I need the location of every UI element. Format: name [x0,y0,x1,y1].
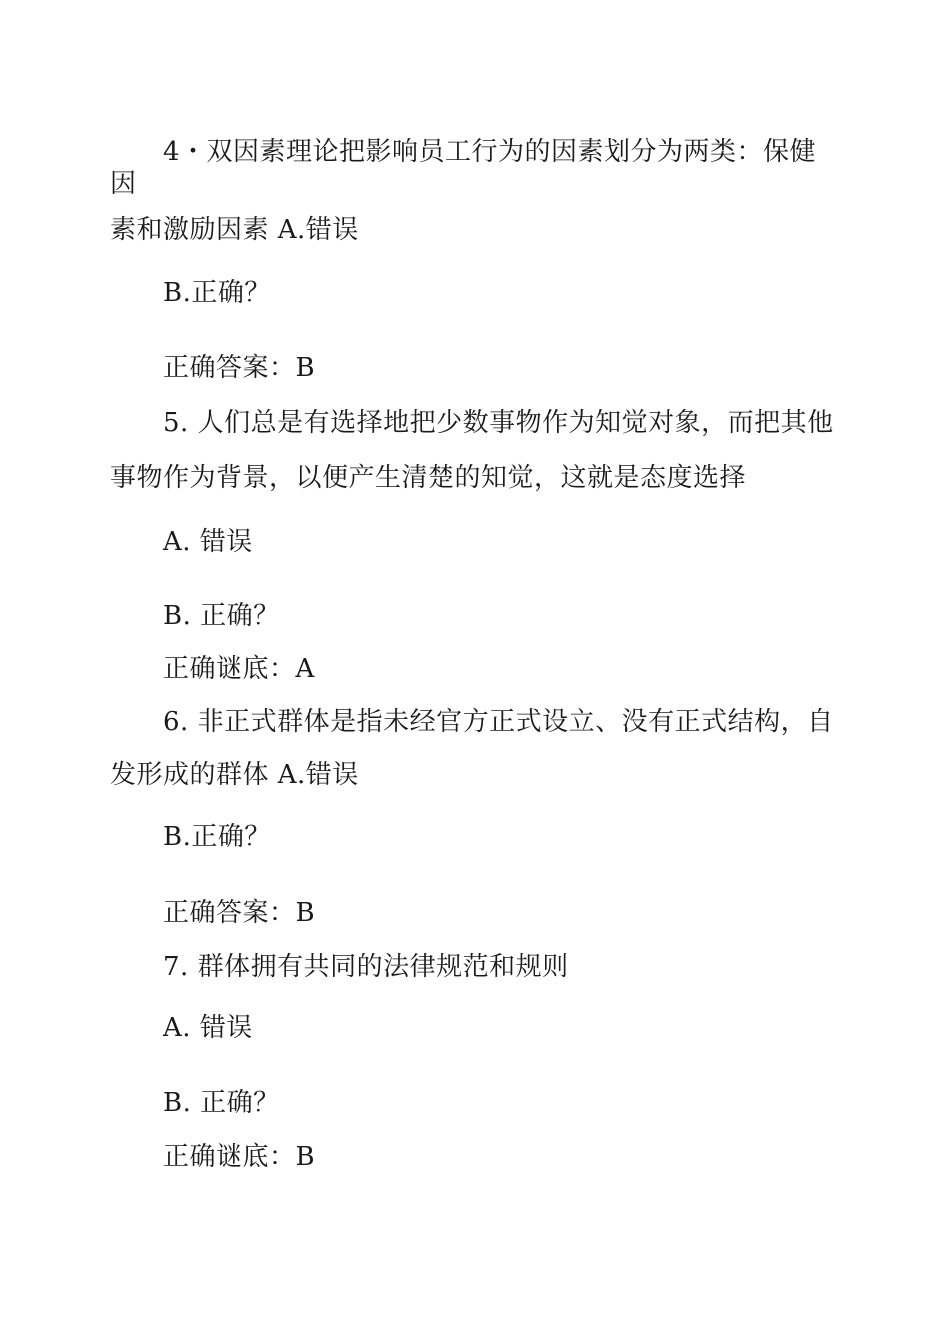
question-5-text-line1: 5. 人们总是有选择地把少数事物作为知觉对象，而把其他 [163,408,834,438]
question-5-text-line2: 事物作为背景，以便产生清楚的知觉，这就是态度选择 [110,463,747,493]
question-5-answer: 正确谜底：A [163,654,315,684]
question-7-answer: 正确谜底：B [163,1142,316,1172]
question-6-text-line1: 6. 非正式群体是指未经官方正式设立、没有正式结构，自 [163,707,834,737]
question-6-answer: 正确答案：B [163,898,316,928]
question-6-option-b: B.正确？ [163,822,271,852]
question-5-option-a: A. 错误 [163,527,253,557]
question-4-text-line2: 素和激励因素 A.错误 [110,215,359,245]
question-7-option-a: A. 错误 [163,1013,253,1043]
question-4-answer: 正确答案：B [163,353,316,383]
question-6-text-line2: 发形成的群体 A.错误 [110,760,359,790]
question-4-text-wrap: 因 [110,169,137,199]
question-7-option-b: B. 正确？ [163,1088,280,1118]
question-4-option-b: B.正确？ [163,278,271,308]
question-5-option-b: B. 正确？ [163,601,280,631]
question-4-text-line1: 4・双因素理论把影响员工行为的因素划分为两类：保健 [163,137,817,167]
question-7-text-line1: 7. 群体拥有共同的法律规范和规则 [163,952,569,982]
